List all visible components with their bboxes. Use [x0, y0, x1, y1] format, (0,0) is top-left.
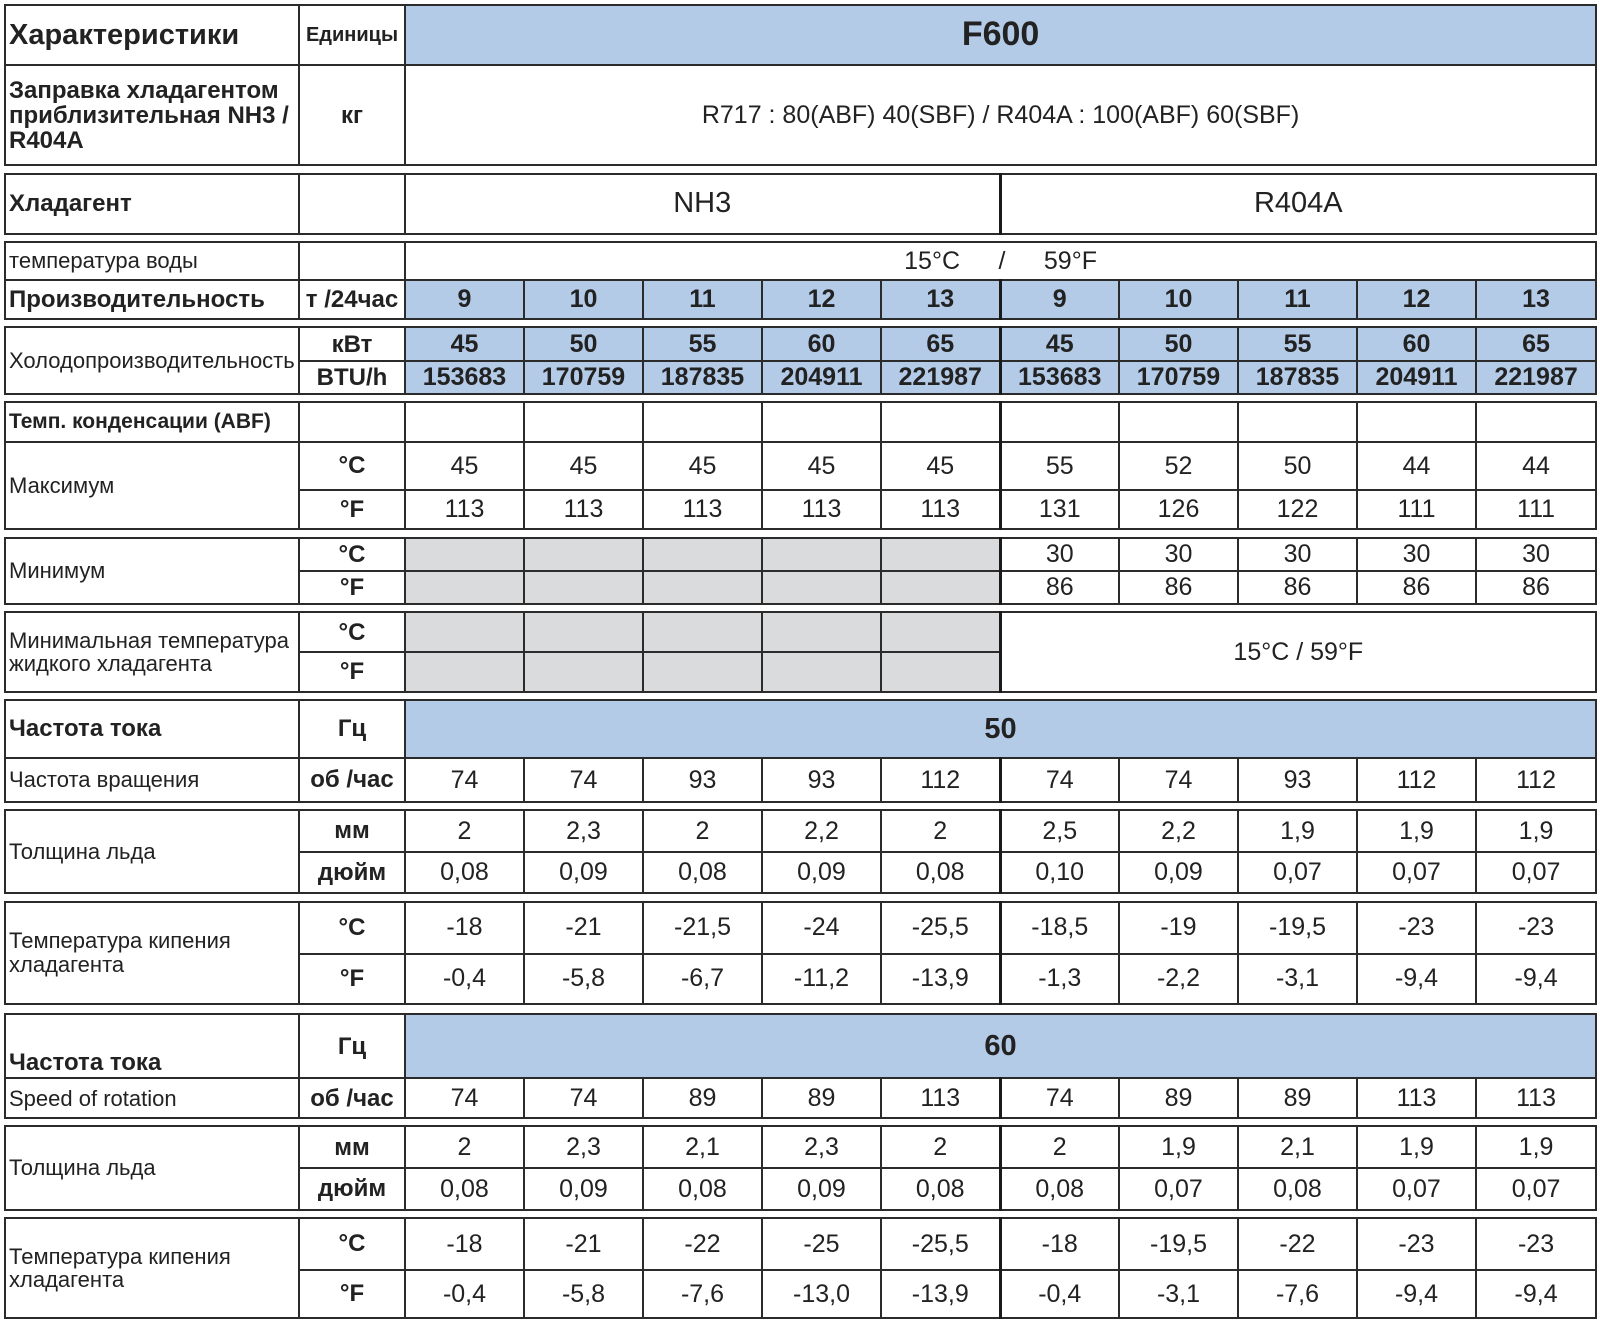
row-divider: [5, 802, 1596, 810]
min-f-value: 86: [1357, 571, 1476, 604]
max-c-row: [5, 442, 1596, 490]
freq50-boil-f-value: -1,3: [1000, 954, 1119, 1004]
freq50-boil-label: Температура кипения хладагента: [5, 902, 299, 1004]
units-header: Единицы: [299, 5, 405, 65]
max-c-value: 50: [1238, 442, 1357, 490]
max-f-value: 126: [1119, 490, 1238, 530]
cooling-btu-value: 204911: [762, 361, 881, 394]
freq50-ice-in-value: 0,07: [1476, 852, 1596, 894]
freq50-row: [5, 700, 1596, 758]
freq50-boil-unit-c: °C: [299, 902, 405, 954]
freq50-ice-mm-value: 2: [643, 810, 762, 852]
freq60-ice-mm-value: 1,9: [1119, 1126, 1238, 1168]
gray-cell: [405, 538, 524, 571]
empty-cell: [762, 402, 881, 442]
freq50-ice-mm-value: 2,5: [1000, 810, 1119, 852]
freq50-ice-mm-value: 2: [405, 810, 524, 852]
gray-cell: [762, 652, 881, 692]
cooling-kw-value: 65: [881, 327, 1000, 360]
capacity-value: 10: [524, 280, 643, 320]
empty-cell: [524, 402, 643, 442]
max-label: Максимум: [5, 442, 299, 529]
freq50-ice-unit-in: дюйм: [299, 852, 405, 894]
max-c-value: 45: [405, 442, 524, 490]
freq50-boil-c-row: [5, 902, 1596, 954]
cooling-label: Холодопроизводительность: [5, 327, 299, 394]
freq60-ice-mm-value: 1,9: [1357, 1126, 1476, 1168]
freq50-boil-f-value: -9,4: [1476, 954, 1596, 1004]
freq50-ice-mm-value: 2,2: [762, 810, 881, 852]
freq60-speed-value: 89: [1238, 1078, 1357, 1118]
max-c-value: 45: [524, 442, 643, 490]
freq50-boil-f-value: -9,4: [1357, 954, 1476, 1004]
capacity-value: 11: [643, 280, 762, 320]
charge-value: R717 : 80(ABF) 40(SBF) / R404A : 100(ABF) 60(SBF): [405, 65, 1596, 165]
max-f-value: 111: [1476, 490, 1596, 530]
gray-cell: [643, 612, 762, 652]
freq60-boil-f-value: -7,6: [643, 1270, 762, 1318]
capacity-value: 13: [1476, 280, 1596, 320]
freq60-speed-value: 113: [1476, 1078, 1596, 1118]
capacity-row: [5, 280, 1596, 320]
freq60-ice-in-value: 0,09: [524, 1168, 643, 1210]
freq50-speed-value: 93: [762, 758, 881, 802]
cooling-kw-value: 50: [524, 327, 643, 360]
empty-cell: [405, 402, 524, 442]
liquid-unit-f: °F: [299, 652, 405, 692]
freq60-ice-mm-value: 1,9: [1476, 1126, 1596, 1168]
empty-cell: [1476, 402, 1596, 442]
row-divider: [5, 1004, 1596, 1014]
freq50-boil-c-value: -23: [1357, 902, 1476, 954]
freq60-ice-in-value: 0,07: [1476, 1168, 1596, 1210]
empty-cell: [1119, 402, 1238, 442]
cooling-btu-value: 153683: [405, 361, 524, 394]
water-temp-row: [5, 242, 1596, 279]
row-divider: [5, 604, 1596, 612]
freq60-unit: Гц: [299, 1014, 405, 1079]
freq60-boil-f-value: -5,8: [524, 1270, 643, 1318]
freq60-ice-in-value: 0,07: [1357, 1168, 1476, 1210]
gray-cell: [881, 538, 1000, 571]
freq60-ice-mm-value: 2: [881, 1126, 1000, 1168]
empty-cell: [1000, 402, 1119, 442]
freq60-boil-c-value: -25: [762, 1218, 881, 1270]
cooling-kw-value: 60: [762, 327, 881, 360]
capacity-label: Производительность: [5, 280, 299, 320]
freq50-boil-c-value: -19: [1119, 902, 1238, 954]
freq50-ice-mm-value: 2,3: [524, 810, 643, 852]
max-f-value: 113: [405, 490, 524, 530]
freq50-speed-value: 112: [881, 758, 1000, 802]
freq50-speed-value: 74: [405, 758, 524, 802]
max-f-value: 113: [762, 490, 881, 530]
freq50-boil-c-value: -23: [1476, 902, 1596, 954]
freq60-boil-c-value: -18: [1000, 1218, 1119, 1270]
max-c-value: 55: [1000, 442, 1119, 490]
capacity-value: 10: [1119, 280, 1238, 320]
capacity-unit: т /24час: [299, 280, 405, 320]
freq50-speed-value: 74: [1000, 758, 1119, 802]
water-temp-fahrenheit: 59°F: [1043, 246, 1097, 275]
min-f-value: 86: [1000, 571, 1119, 604]
freq50-boil-c-value: -19,5: [1238, 902, 1357, 954]
gray-cell: [524, 571, 643, 604]
gray-cell: [524, 652, 643, 692]
freq60-ice-in-value: 0,08: [1238, 1168, 1357, 1210]
max-c-value: 52: [1119, 442, 1238, 490]
max-f-value: 113: [643, 490, 762, 530]
freq60-speed-row: [5, 1078, 1596, 1118]
water-temp-value: [405, 242, 1596, 279]
min-f-value: 86: [1476, 571, 1596, 604]
gray-cell: [524, 612, 643, 652]
freq60-ice-unit-in: дюйм: [299, 1168, 405, 1210]
row-divider: [5, 1118, 1596, 1126]
min-f-value: 86: [1238, 571, 1357, 604]
freq60-speed-value: 89: [643, 1078, 762, 1118]
max-f-value: 113: [524, 490, 643, 530]
freq50-unit: Гц: [299, 700, 405, 758]
min-c-value: 30: [1476, 538, 1596, 571]
row-divider: [5, 319, 1596, 327]
freq50-boil-f-value: -5,8: [524, 954, 643, 1004]
freq60-speed-unit: об /час: [299, 1078, 405, 1118]
freq60-boil-f-value: -13,0: [762, 1270, 881, 1318]
condensing-label: Темп. конденсации (ABF): [5, 402, 299, 442]
max-unit-c: °C: [299, 442, 405, 490]
freq50-boil-f-value: -0,4: [405, 954, 524, 1004]
freq50-boil-f-value: -3,1: [1238, 954, 1357, 1004]
freq60-speed-value: 74: [405, 1078, 524, 1118]
cooling-btu-value: 170759: [524, 361, 643, 394]
freq60-speed-value: 113: [1357, 1078, 1476, 1118]
liquid-temp-c-row: [5, 612, 1596, 652]
refrigerant-nh3: NH3: [405, 174, 1000, 234]
freq50-boil-c-value: -18,5: [1000, 902, 1119, 954]
cooling-btu-value: 187835: [1238, 361, 1357, 394]
max-unit-f: °F: [299, 490, 405, 530]
capacity-value: 12: [762, 280, 881, 320]
freq60-ice-in-value: 0,08: [405, 1168, 524, 1210]
cooling-btu-value: 221987: [881, 361, 1000, 394]
freq60-ice-mm-value: 2,1: [1238, 1126, 1357, 1168]
cooling-kw-value: 60: [1357, 327, 1476, 360]
min-c-value: 30: [1000, 538, 1119, 571]
refrigerant-unit: [299, 174, 405, 234]
freq50-boil-c-value: -24: [762, 902, 881, 954]
max-c-value: 44: [1357, 442, 1476, 490]
freq60-ice-in-value: 0,08: [1000, 1168, 1119, 1210]
freq60-boil-f-value: -9,4: [1476, 1270, 1596, 1318]
freq50-ice-mm-value: 2: [881, 810, 1000, 852]
freq60-boil-unit-c: °C: [299, 1218, 405, 1270]
freq50-speed-value: 74: [1119, 758, 1238, 802]
min-unit-f: °F: [299, 571, 405, 604]
freq60-boil-c-value: -22: [1238, 1218, 1357, 1270]
refrigerant-row: [5, 174, 1596, 234]
freq50-boil-f-value: -13,9: [881, 954, 1000, 1004]
min-c-row: [5, 538, 1596, 571]
freq60-boil-f-value: -0,4: [405, 1270, 524, 1318]
freq60-speed-value: 89: [1119, 1078, 1238, 1118]
freq50-ice-in-value: 0,09: [1119, 852, 1238, 894]
freq50-boil-c-value: -21: [524, 902, 643, 954]
charge-label: Заправка хладагентом приблизительная NH3 / R404A: [5, 65, 299, 165]
freq50-ice-mm-value: 1,9: [1357, 810, 1476, 852]
freq60-speed-value: 74: [524, 1078, 643, 1118]
freq60-boil-c-value: -23: [1476, 1218, 1596, 1270]
freq50-speed-unit: об /час: [299, 758, 405, 802]
freq60-boil-f-value: -3,1: [1119, 1270, 1238, 1318]
max-f-value: 113: [881, 490, 1000, 530]
gray-cell: [524, 538, 643, 571]
charge-unit: кг: [299, 65, 405, 165]
freq60-boil-c-value: -19,5: [1119, 1218, 1238, 1270]
gray-cell: [405, 652, 524, 692]
freq50-ice-mm-value: 1,9: [1238, 810, 1357, 852]
min-c-value: 30: [1119, 538, 1238, 571]
freq50-ice-in-value: 0,07: [1238, 852, 1357, 894]
freq50-label: Частота тока: [5, 700, 299, 758]
freq60-speed-value: 113: [881, 1078, 1000, 1118]
freq60-boil-c-value: -25,5: [881, 1218, 1000, 1270]
freq50-ice-in-value: 0,07: [1357, 852, 1476, 894]
gray-cell: [762, 538, 881, 571]
gray-cell: [405, 612, 524, 652]
row-divider: [5, 893, 1596, 901]
freq50-boil-c-value: -25,5: [881, 902, 1000, 954]
row-divider: [5, 529, 1596, 537]
freq60-boil-c-value: -18: [405, 1218, 524, 1270]
characteristics-header: Характеристики: [5, 5, 299, 65]
freq60-ice-mm-value: 2: [405, 1126, 524, 1168]
empty-cell: [299, 402, 405, 442]
freq60-boil-unit-f: °F: [299, 1270, 405, 1318]
gray-cell: [881, 652, 1000, 692]
cooling-btu-value: 221987: [1476, 361, 1596, 394]
freq50-ice-in-value: 0,09: [762, 852, 881, 894]
freq60-boil-f-value: -0,4: [1000, 1270, 1119, 1318]
freq50-speed-value: 93: [1238, 758, 1357, 802]
freq60-ice-mm-row: [5, 1126, 1596, 1168]
cooling-btu-value: 204911: [1357, 361, 1476, 394]
freq60-ice-in-value: 0,07: [1119, 1168, 1238, 1210]
freq50-value: 50: [405, 700, 1596, 758]
freq50-ice-in-value: 0,08: [405, 852, 524, 894]
freq50-ice-in-value: 0,10: [1000, 852, 1119, 894]
freq50-boil-f-value: -2,2: [1119, 954, 1238, 1004]
row-divider: [5, 1210, 1596, 1218]
min-label: Минимум: [5, 538, 299, 605]
freq60-speed-label: Speed of rotation: [5, 1078, 299, 1118]
freq60-boil-f-value: -7,6: [1238, 1270, 1357, 1318]
liquid-unit-c: °C: [299, 612, 405, 652]
min-unit-c: °C: [299, 538, 405, 571]
freq50-ice-label: Толщина льда: [5, 810, 299, 893]
max-c-value: 45: [643, 442, 762, 490]
empty-cell: [881, 402, 1000, 442]
freq60-ice-unit-mm: мм: [299, 1126, 405, 1168]
freq60-ice-mm-value: 2,3: [524, 1126, 643, 1168]
row-divider: [5, 165, 1596, 173]
freq50-boil-c-value: -18: [405, 902, 524, 954]
cooling-btu-value: 153683: [1000, 361, 1119, 394]
model-title: F600: [405, 5, 1596, 65]
header-row: [5, 5, 1596, 65]
freq60-ice-in-value: 0,09: [762, 1168, 881, 1210]
max-f-value: 131: [1000, 490, 1119, 530]
freq50-boil-f-value: -6,7: [643, 954, 762, 1004]
freq50-speed-value: 93: [643, 758, 762, 802]
spec-table: [4, 4, 1597, 1319]
freq60-ice-mm-value: 2: [1000, 1126, 1119, 1168]
cooling-unit-btu: BTU/h: [299, 361, 405, 394]
row-divider: [5, 394, 1596, 402]
cooling-btu-value: 170759: [1119, 361, 1238, 394]
gray-cell: [643, 538, 762, 571]
freq50-ice-mm-value: 1,9: [1476, 810, 1596, 852]
freq50-ice-in-value: 0,09: [524, 852, 643, 894]
max-c-value: 44: [1476, 442, 1596, 490]
capacity-value: 9: [1000, 280, 1119, 320]
freq60-ice-mm-value: 2,3: [762, 1126, 881, 1168]
refrigerant-r404a: R404A: [1000, 174, 1596, 234]
liquid-temp-label: Минимальная температура жидкого хладагента: [5, 612, 299, 691]
freq50-speed-value: 112: [1476, 758, 1596, 802]
water-temp-celsius: 15°C: [904, 246, 960, 275]
water-temp-separator: /: [998, 246, 1006, 275]
cooling-kw-value: 55: [643, 327, 762, 360]
capacity-value: 12: [1357, 280, 1476, 320]
gray-cell: [405, 571, 524, 604]
liquid-temp-value: 15°C / 59°F: [1000, 612, 1596, 691]
freq50-speed-value: 112: [1357, 758, 1476, 802]
max-c-value: 45: [881, 442, 1000, 490]
freq50-boil-unit-f: °F: [299, 954, 405, 1004]
freq50-boil-f-value: -11,2: [762, 954, 881, 1004]
capacity-value: 13: [881, 280, 1000, 320]
gray-cell: [762, 612, 881, 652]
empty-cell: [1238, 402, 1357, 442]
cooling-kw-value: 45: [405, 327, 524, 360]
min-f-value: 86: [1119, 571, 1238, 604]
condensing-row: [5, 402, 1596, 442]
freq60-ice-in-value: 0,08: [643, 1168, 762, 1210]
gray-cell: [881, 612, 1000, 652]
empty-cell: [643, 402, 762, 442]
water-temp-label: температура воды: [5, 242, 299, 279]
freq60-boil-f-value: -9,4: [1357, 1270, 1476, 1318]
min-c-value: 30: [1357, 538, 1476, 571]
freq60-boil-c-value: -22: [643, 1218, 762, 1270]
freq60-boil-label: Температура кипения хладагента: [5, 1218, 299, 1318]
freq60-value: 60: [405, 1014, 1596, 1079]
charge-row: [5, 65, 1596, 165]
max-f-value: 111: [1357, 490, 1476, 530]
freq60-boil-c-value: -21: [524, 1218, 643, 1270]
freq60-ice-in-value: 0,08: [881, 1168, 1000, 1210]
gray-cell: [762, 571, 881, 604]
cooling-unit-kw: кВт: [299, 327, 405, 360]
water-temp-unit: [299, 242, 405, 279]
row-divider: [5, 234, 1596, 242]
gray-cell: [643, 652, 762, 692]
freq60-row: [5, 1014, 1596, 1079]
row-divider: [5, 692, 1596, 700]
capacity-value: 11: [1238, 280, 1357, 320]
empty-cell: [1357, 402, 1476, 442]
freq60-ice-label: Толщина льда: [5, 1126, 299, 1209]
refrigerant-label: Хладагент: [5, 174, 299, 234]
freq50-ice-in-value: 0,08: [881, 852, 1000, 894]
cooling-btu-value: 187835: [643, 361, 762, 394]
freq50-ice-unit-mm: мм: [299, 810, 405, 852]
freq60-label: Частота тока: [5, 1014, 299, 1079]
cooling-kw-value: 45: [1000, 327, 1119, 360]
cooling-kw-value: 55: [1238, 327, 1357, 360]
freq50-boil-c-value: -21,5: [643, 902, 762, 954]
min-c-value: 30: [1238, 538, 1357, 571]
freq60-boil-c-value: -23: [1357, 1218, 1476, 1270]
freq60-speed-value: 74: [1000, 1078, 1119, 1118]
freq60-boil-c-row: [5, 1218, 1596, 1270]
gray-cell: [881, 571, 1000, 604]
freq50-ice-mm-value: 2,2: [1119, 810, 1238, 852]
max-c-value: 45: [762, 442, 881, 490]
capacity-value: 9: [405, 280, 524, 320]
max-f-value: 122: [1238, 490, 1357, 530]
cooling-kw-value: 50: [1119, 327, 1238, 360]
freq60-ice-mm-value: 2,1: [643, 1126, 762, 1168]
freq50-speed-label: Частота вращения: [5, 758, 299, 802]
freq50-speed-row: [5, 758, 1596, 802]
gray-cell: [643, 571, 762, 604]
freq50-ice-mm-row: [5, 810, 1596, 852]
freq50-ice-in-value: 0,08: [643, 852, 762, 894]
freq50-speed-value: 74: [524, 758, 643, 802]
cooling-kw-row: [5, 327, 1596, 360]
freq60-speed-value: 89: [762, 1078, 881, 1118]
freq60-boil-f-value: -13,9: [881, 1270, 1000, 1318]
cooling-kw-value: 65: [1476, 327, 1596, 360]
